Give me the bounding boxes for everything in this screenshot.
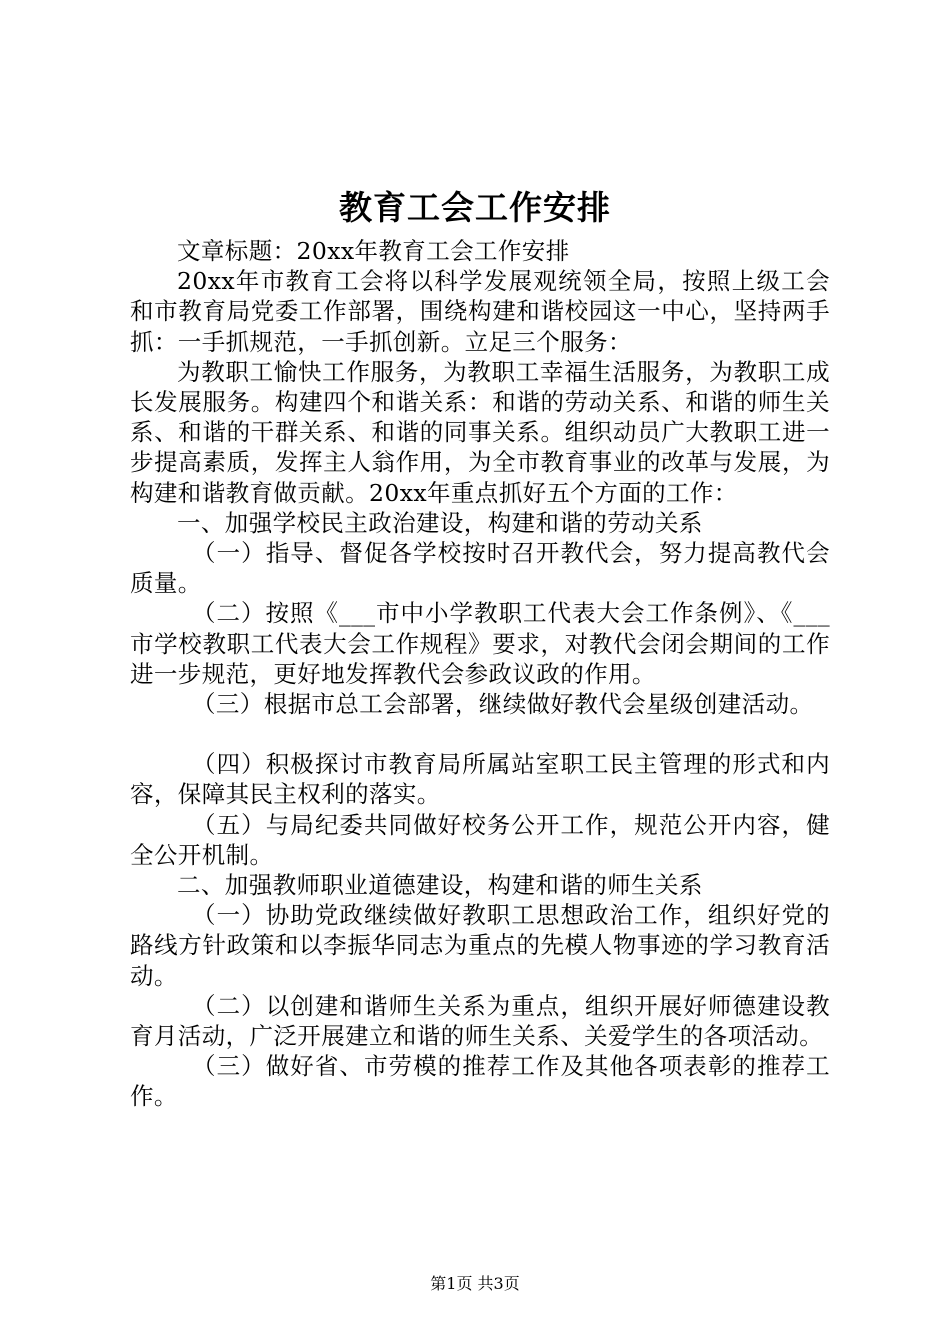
section-heading: 二、加强教师职业道德建设，构建和谐的师生关系 [177, 871, 703, 900]
blank-line [130, 719, 830, 749]
paragraph: 20xx年市教育工会将以科学发展观统领全局，按照上级工会和市教育局党委工作部署，围绕构建和谐校园这一中心，坚持两手抓：一手抓规范，一手抓创新。立足三个服务： [130, 267, 830, 356]
paragraph: （一）协助党政继续做好教职工思想政治工作，组织好党的路线方针政策和以李振华同志为重点的先模人物事迹的学习教育活动。 [130, 901, 830, 990]
paragraph: （二）按照《___市中小学教职工代表大会工作条例》、《___市学校教职工代表大会工作规程》要求，对教代会闭会期间的工作进一步规范，更好地发挥教代会参政议政的作用。 [130, 599, 830, 688]
paragraph: （一）指导、督促各学校按时召开教代会，努力提高教代会质量。 [130, 539, 830, 598]
paragraph: 为教职工愉快工作服务，为教职工幸福生活服务，为教职工成长发展服务。构建四个和谐关系：和谐的劳动关系、和谐的师生关系、和谐的干群关系、和谐的同事关系。组织动员广大教职工进一步提高素质，发挥主人翁作用，为全市教育事业的改革与发展，为构建和谐教育做贡献。20xx年重点抓好五个方面的工作： [130, 357, 830, 507]
section-heading: 一、加强学校民主政治建设，构建和谐的劳动关系 [177, 508, 703, 537]
document-body [130, 236, 830, 1112]
paragraph: （二）以创建和谐师生关系为重点，组织开展好师德建设教育月活动，广泛开展建立和谐的师生关系、关爱学生的各项活动。 [130, 991, 830, 1051]
document-title: 教育工会工作安排 [339, 188, 611, 227]
paragraph: （四）积极探讨市教育局所属站室职工民主管理的形式和内容，保障其民主权利的落实。 [130, 750, 830, 809]
paragraph: （五）与局纪委共同做好校务公开工作，规范公开内容，健全公开机制。 [130, 810, 830, 869]
paragraph: （三）根据市总工会部署，继续做好教代会星级创建活动。 [192, 690, 814, 719]
page-footer: 第1页 共3页 [430, 1274, 520, 1293]
paragraph: 文章标题：20xx年教育工会工作安排 [177, 237, 570, 265]
paragraph: （三）做好省、市劳模的推荐工作及其他各项表彰的推荐工作。 [130, 1052, 830, 1111]
